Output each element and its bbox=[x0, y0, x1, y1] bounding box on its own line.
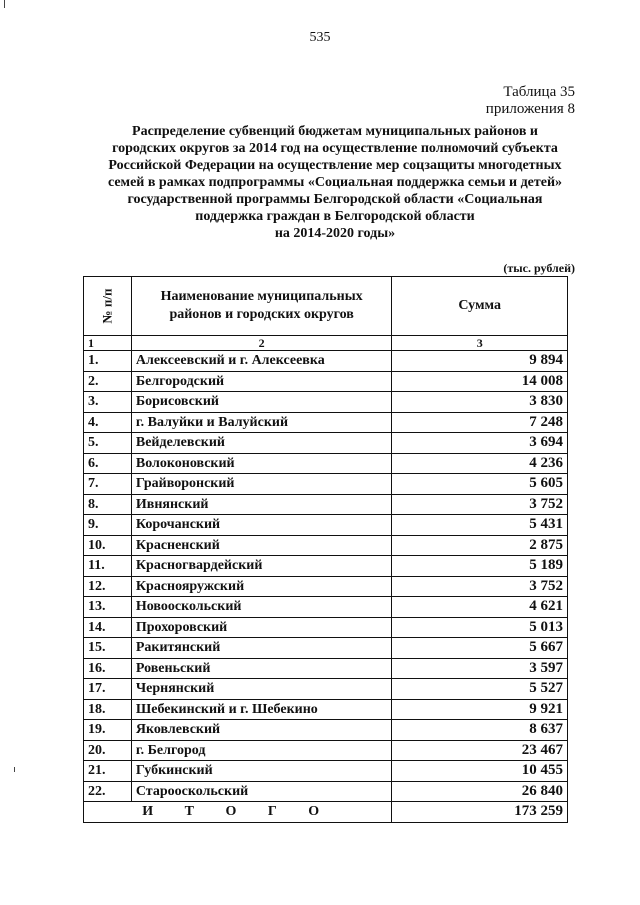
page-number: 535 bbox=[309, 30, 331, 45]
title-line: городских округов за 2014 год на осуществление полномочий субъекта bbox=[112, 141, 558, 156]
row-number: 17. bbox=[84, 679, 132, 700]
table-row bbox=[84, 392, 568, 413]
total-sum: 173 259 bbox=[392, 802, 568, 823]
table-row bbox=[84, 617, 568, 638]
document-title bbox=[80, 123, 590, 242]
row-sum: 5 013 bbox=[392, 617, 568, 638]
row-district-name: г. Белгород bbox=[131, 740, 392, 761]
row-sum: 3 752 bbox=[392, 494, 568, 515]
table-row bbox=[84, 638, 568, 659]
column-index: 1 bbox=[84, 336, 132, 351]
row-number: 16. bbox=[84, 658, 132, 679]
total-row bbox=[84, 802, 568, 823]
table-body bbox=[84, 351, 568, 802]
row-number: 11. bbox=[84, 556, 132, 577]
table-row bbox=[84, 679, 568, 700]
row-number: 3. bbox=[84, 392, 132, 413]
row-district-name: Борисовский bbox=[131, 392, 392, 413]
row-sum: 26 840 bbox=[392, 781, 568, 802]
row-number: 18. bbox=[84, 699, 132, 720]
table-row bbox=[84, 515, 568, 536]
row-number: 22. bbox=[84, 781, 132, 802]
row-sum: 3 597 bbox=[392, 658, 568, 679]
row-number: 8. bbox=[84, 494, 132, 515]
title-line: государственной программы Белгородской области «Социальная bbox=[127, 192, 543, 207]
row-number: 6. bbox=[84, 453, 132, 474]
table-row bbox=[84, 412, 568, 433]
table-row bbox=[84, 371, 568, 392]
row-district-name: Прохоровский bbox=[131, 617, 392, 638]
table-row bbox=[84, 576, 568, 597]
table-row bbox=[84, 761, 568, 782]
row-number: 20. bbox=[84, 740, 132, 761]
appendix-reference: приложения 8 bbox=[485, 101, 575, 117]
row-sum: 5 667 bbox=[392, 638, 568, 659]
row-district-name: Вейделевский bbox=[131, 433, 392, 454]
table-row bbox=[84, 781, 568, 802]
row-sum: 5 431 bbox=[392, 515, 568, 536]
table-row bbox=[84, 720, 568, 741]
row-sum: 5 527 bbox=[392, 679, 568, 700]
row-district-name: Ракитянский bbox=[131, 638, 392, 659]
row-district-name: Краснояружский bbox=[131, 576, 392, 597]
title-line: на 2014-2020 годы» bbox=[274, 226, 396, 241]
row-number: 1. bbox=[84, 351, 132, 372]
row-district-name: Красненский bbox=[131, 535, 392, 556]
row-district-name: Белгородский bbox=[131, 371, 392, 392]
row-number: 19. bbox=[84, 720, 132, 741]
row-sum: 5 189 bbox=[392, 556, 568, 577]
row-district-name: Волоконовский bbox=[131, 453, 392, 474]
row-district-name: Губкинский bbox=[131, 761, 392, 782]
row-district-name: Грайворонский bbox=[131, 474, 392, 495]
row-district-name: Старооскольский bbox=[131, 781, 392, 802]
row-number: 9. bbox=[84, 515, 132, 536]
row-number: 5. bbox=[84, 433, 132, 454]
row-number: 15. bbox=[84, 638, 132, 659]
table-row bbox=[84, 474, 568, 495]
row-number: 12. bbox=[84, 576, 132, 597]
table-header-row bbox=[84, 277, 568, 336]
header-sum: Сумма bbox=[392, 277, 568, 336]
table-row bbox=[84, 740, 568, 761]
title-line: семей в рамках подпрограммы «Социальная поддержка семьи и детей» bbox=[107, 175, 563, 190]
row-sum: 3 752 bbox=[392, 576, 568, 597]
total-label: И Т О Г О bbox=[84, 802, 392, 823]
row-sum: 7 248 bbox=[392, 412, 568, 433]
table-row bbox=[84, 556, 568, 577]
table-caption bbox=[440, 84, 575, 118]
row-district-name: Чернянский bbox=[131, 679, 392, 700]
title-line: Российской Федерации на осуществление мер соцзащиты многодетных bbox=[108, 158, 562, 173]
row-sum: 9 921 bbox=[392, 699, 568, 720]
row-district-name: Ровеньский bbox=[131, 658, 392, 679]
row-number: 13. bbox=[84, 597, 132, 618]
table-row bbox=[84, 535, 568, 556]
row-district-name: Красногвардейский bbox=[131, 556, 392, 577]
row-number: 21. bbox=[84, 761, 132, 782]
row-number: 14. bbox=[84, 617, 132, 638]
row-number: 2. bbox=[84, 371, 132, 392]
column-index-row bbox=[84, 336, 568, 351]
row-sum: 10 455 bbox=[392, 761, 568, 782]
row-sum: 5 605 bbox=[392, 474, 568, 495]
title-line: поддержка граждан в Белгородской области bbox=[195, 209, 475, 224]
row-sum: 2 875 bbox=[392, 535, 568, 556]
margin-mark-top bbox=[4, 0, 5, 8]
row-sum: 4 236 bbox=[392, 453, 568, 474]
row-sum: 4 621 bbox=[392, 597, 568, 618]
column-index: 2 bbox=[131, 336, 392, 351]
row-sum: 9 894 bbox=[392, 351, 568, 372]
row-district-name: Новооскольский bbox=[131, 597, 392, 618]
row-district-name: Шебекинский и г. Шебекино bbox=[131, 699, 392, 720]
row-number: 4. bbox=[84, 412, 132, 433]
margin-mark-left bbox=[14, 767, 15, 772]
row-sum: 23 467 bbox=[392, 740, 568, 761]
table-row bbox=[84, 494, 568, 515]
row-district-name: Ивнянский bbox=[131, 494, 392, 515]
unit-note: (тыс. рублей) bbox=[503, 261, 575, 275]
subvention-table bbox=[83, 276, 568, 823]
title-line: Распределение субвенций бюджетам муниципальных районов и bbox=[132, 124, 538, 139]
table-row bbox=[84, 351, 568, 372]
column-index: 3 bbox=[392, 336, 568, 351]
row-sum: 8 637 bbox=[392, 720, 568, 741]
header-number: № п/п bbox=[84, 277, 132, 336]
row-district-name: г. Валуйки и Валуйский bbox=[131, 412, 392, 433]
row-district-name: Корочанский bbox=[131, 515, 392, 536]
header-name: Наименование муниципальных районов и городских округов bbox=[131, 277, 392, 336]
row-district-name: Яковлевский bbox=[131, 720, 392, 741]
row-number: 10. bbox=[84, 535, 132, 556]
table-row bbox=[84, 597, 568, 618]
row-sum: 3 830 bbox=[392, 392, 568, 413]
table-number: Таблица 35 bbox=[503, 84, 575, 100]
row-number: 7. bbox=[84, 474, 132, 495]
row-sum: 3 694 bbox=[392, 433, 568, 454]
table-row bbox=[84, 453, 568, 474]
table-row bbox=[84, 658, 568, 679]
row-sum: 14 008 bbox=[392, 371, 568, 392]
table-row bbox=[84, 699, 568, 720]
row-district-name: Алексеевский и г. Алексеевка bbox=[131, 351, 392, 372]
table-row bbox=[84, 433, 568, 454]
